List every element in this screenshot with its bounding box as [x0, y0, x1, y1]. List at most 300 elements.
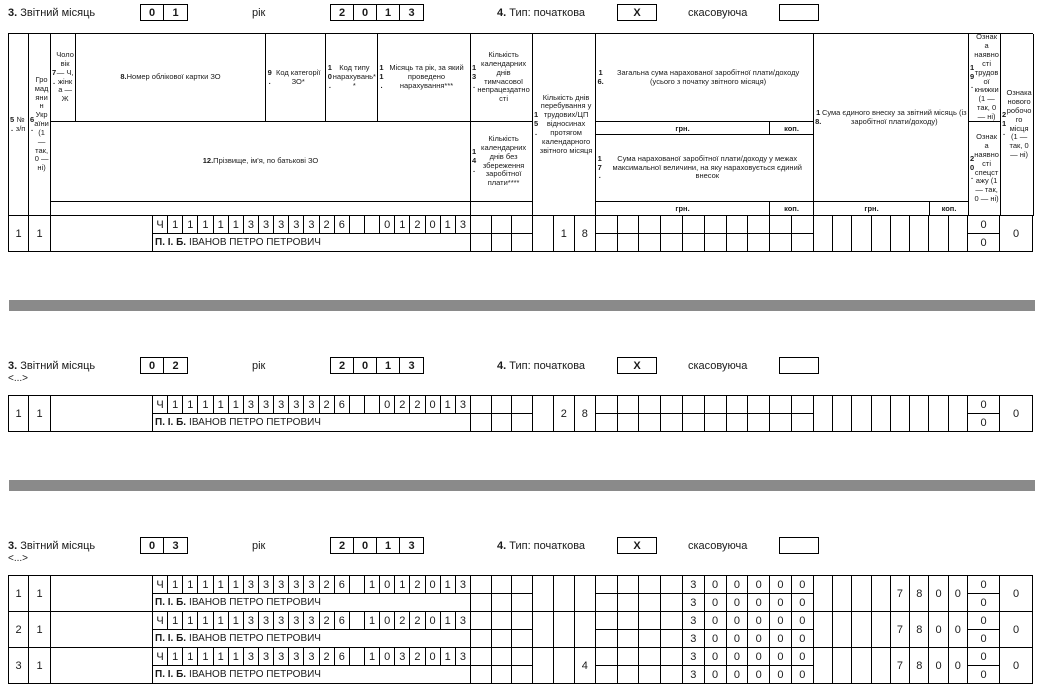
total-income-digit-cell — [792, 216, 814, 234]
table-row — [9, 216, 1033, 252]
contribution-digit-cell: 7 — [891, 648, 910, 684]
field-digit-cell — [350, 648, 365, 666]
year-digit-cell: 1 — [377, 358, 400, 373]
type-cancel-checkbox — [779, 357, 819, 374]
record-digit-strip — [153, 612, 471, 630]
unpaid-days-cell — [471, 414, 492, 432]
field-digit-cell: 3 — [259, 576, 274, 594]
col8-header: 8. Номер облікової картки ЗО — [76, 34, 266, 122]
field-digit-cell: 3 — [456, 612, 471, 630]
total-income-digit-cell: 0 — [770, 576, 792, 594]
total-income-digit-cell — [639, 576, 661, 594]
new-workplace-flag-cell: 0 — [1000, 612, 1033, 648]
capped-income-digit-cell — [748, 414, 770, 432]
labor-book-flag-cell: 0 — [968, 576, 1000, 594]
section-table — [8, 575, 1033, 684]
capped-income-digit-cell — [596, 630, 618, 648]
employment-days-cell — [533, 648, 554, 684]
col16-header: 16. Загальна сума нарахованої заробітної плати/доходу (усього з початку звітного місяця) — [596, 34, 814, 122]
year-digit-cell: 0 — [354, 538, 377, 553]
field-digit-cell: 1 — [441, 216, 456, 234]
field-digit-cell: 3 — [259, 216, 274, 234]
contribution-digit-cell: 7 — [891, 612, 910, 648]
uah-label: грн. — [596, 122, 770, 135]
total-income-digit-cell — [618, 648, 640, 666]
field-digit-cell: 1 — [198, 216, 213, 234]
capped-income-digit-cell — [661, 234, 683, 252]
contribution-digit-cell — [852, 576, 871, 612]
kop-label: коп. — [770, 202, 814, 216]
field-digit-cell: 0 — [426, 648, 441, 666]
special-service-flag-cell: 0 — [968, 666, 1000, 684]
year-label: рік — [252, 7, 266, 19]
contribution-digit-cell: 0 — [949, 576, 968, 612]
field-digit-cell: 1 — [198, 396, 213, 414]
field-digit-cell: 3 — [259, 648, 274, 666]
capped-income-digit-cell — [596, 234, 618, 252]
field-digit-cell: 1 — [229, 648, 244, 666]
total-income-digit-cell — [727, 216, 749, 234]
field-digit-cell: 3 — [289, 612, 304, 630]
new-workplace-flag-cell: 0 — [1000, 648, 1033, 684]
field-digit-cell: 1 — [214, 216, 229, 234]
unpaid-days-cell — [492, 666, 513, 684]
total-income-digit-cell — [705, 396, 727, 414]
special-service-flag-cell: 0 — [968, 414, 1000, 432]
unpaid-days-cell — [512, 414, 533, 432]
new-workplace-flag-cell: 0 — [1000, 216, 1033, 252]
citizen-flag-cell: 1 — [29, 648, 51, 684]
sick-days-cell — [492, 612, 513, 630]
units-band — [814, 202, 969, 216]
capped-income-digit-cell — [661, 630, 683, 648]
capped-income-digit-cell: 0 — [792, 666, 814, 684]
field-digit-cell: 1 — [229, 576, 244, 594]
contribution-digit-cell — [814, 576, 833, 612]
total-income-digit-cell: 0 — [748, 576, 770, 594]
field-digit-cell — [350, 396, 365, 414]
total-income-digit-cell — [792, 396, 814, 414]
total-income-digit-cell — [618, 216, 640, 234]
field-digit-cell: 3 — [274, 648, 289, 666]
field-digit-cell: 2 — [320, 216, 335, 234]
contribution-digit-cell: 8 — [910, 612, 929, 648]
col5-header: 5. № з/п — [9, 34, 29, 216]
unpaid-days-cell — [512, 594, 533, 612]
employment-days-cell — [533, 612, 554, 648]
field-digit-cell: Ч — [153, 216, 168, 234]
cancel-type-label: скасовуюча — [688, 540, 748, 552]
contribution-digit-cell: 0 — [929, 612, 948, 648]
table-row — [9, 648, 1033, 684]
field-digit-cell: 1 — [183, 612, 198, 630]
total-income-digit-cell: 0 — [770, 648, 792, 666]
sick-days-cell — [492, 576, 513, 594]
citizen-flag-cell: 1 — [29, 216, 51, 252]
total-income-digit-cell — [727, 396, 749, 414]
field-digit-cell: 1 — [214, 612, 229, 630]
field-digit-cell: 2 — [395, 612, 410, 630]
citizen-flag-cell: 1 — [29, 612, 51, 648]
year-label: рік — [252, 360, 266, 372]
employment-days-cell — [575, 612, 596, 648]
total-income-digit-cell — [705, 216, 727, 234]
year-digit-cell: 3 — [408, 6, 415, 19]
field-digit-cell: 3 — [274, 612, 289, 630]
contribution-digit-cell — [852, 396, 871, 432]
sick-days-cell — [471, 648, 492, 666]
year-digit-cell: 2 — [331, 358, 354, 373]
field-digit-cell — [365, 216, 380, 234]
col21-header: 21. Ознака нового робочого місця (1 — так, 0 — ні) — [1001, 34, 1034, 216]
field-digit-cell: 3 — [244, 612, 259, 630]
contribution-digit-cell — [872, 396, 891, 432]
truncation-mark: <...> — [8, 553, 29, 564]
field-digit-cell: 3 — [289, 576, 304, 594]
field-digit-cell: 2 — [410, 612, 425, 630]
field-digit-cell: 3 — [289, 396, 304, 414]
field-digit-cell: 1 — [365, 612, 380, 630]
capped-income-digit-cell: 0 — [770, 666, 792, 684]
col15-header: 15. Кількість днів перебування у трудових/ЦП відносинах протягом календарного звітного місяця — [533, 34, 596, 216]
field-digit-cell: 3 — [259, 612, 274, 630]
total-income-digit-cell — [596, 216, 618, 234]
field-digit-cell: Ч — [153, 576, 168, 594]
col14-header: 14. Кількість календарних днів без збереження заробітної плати**** — [471, 122, 533, 202]
capped-income-digit-cell — [727, 414, 749, 432]
citizen-flag-cell: 1 — [29, 396, 51, 432]
contribution-digit-cell — [949, 216, 968, 252]
year-box — [330, 4, 424, 21]
field-digit-cell: 2 — [320, 396, 335, 414]
contribution-digit-cell — [929, 396, 948, 432]
field-digit-cell: 2 — [395, 396, 410, 414]
col12-header: 12. Прізвище, ім'я, по батькові ЗО — [51, 122, 471, 202]
capped-income-digit-cell: 0 — [705, 666, 727, 684]
total-income-digit-cell — [748, 216, 770, 234]
fullname-cell — [153, 666, 471, 684]
field-digit-cell: 3 — [244, 648, 259, 666]
reporting-month-label: 3. Звітний місяць — [8, 360, 96, 372]
person-name: ІВАНОВ ПЕТРО ПЕТРОВИЧ — [189, 417, 321, 428]
total-income-digit-cell: 0 — [727, 576, 749, 594]
year-digit-cell: 2 — [331, 538, 354, 553]
contribution-digit-cell — [852, 216, 871, 252]
capped-income-digit-cell: 0 — [727, 666, 749, 684]
total-income-digit-cell — [596, 396, 618, 414]
field-digit-cell: 1 — [229, 216, 244, 234]
type-cancel-checkbox — [779, 537, 819, 554]
capped-income-digit-cell: 3 — [683, 666, 705, 684]
contribution-digit-cell — [833, 648, 852, 684]
year-digit-cell: 3 — [408, 359, 415, 372]
total-income-digit-cell — [770, 216, 792, 234]
section-title — [0, 537, 1042, 557]
field-digit-cell: 1 — [168, 576, 183, 594]
sick-days-cell — [492, 216, 513, 234]
contribution-digit-cell — [814, 648, 833, 684]
capped-income-digit-cell — [661, 594, 683, 612]
capped-income-digit-cell — [705, 234, 727, 252]
unpaid-days-cell — [471, 666, 492, 684]
field-digit-cell: 1 — [441, 648, 456, 666]
total-income-digit-cell — [661, 216, 683, 234]
unpaid-days-cell — [471, 630, 492, 648]
year-digit-cell: 0 — [354, 5, 377, 20]
section-title — [0, 4, 1042, 24]
field-digit-cell: 2 — [410, 216, 425, 234]
person-name: ІВАНОВ ПЕТРО ПЕТРОВИЧ — [189, 669, 321, 680]
month-digit-cell: 0 — [141, 358, 164, 373]
capped-income-digit-cell — [727, 234, 749, 252]
contribution-digit-cell: 8 — [910, 648, 929, 684]
contribution-digit-cell — [852, 612, 871, 648]
sick-days-cell — [471, 216, 492, 234]
unpaid-days-cell — [492, 594, 513, 612]
capped-income-digit-cell — [792, 234, 814, 252]
field-digit-cell: 1 — [168, 612, 183, 630]
month-digit-cell: 0 — [141, 5, 164, 20]
total-income-digit-cell — [596, 576, 618, 594]
capped-income-digit-cell: 3 — [683, 594, 705, 612]
total-income-digit-cell — [770, 396, 792, 414]
field-digit-cell: 3 — [456, 576, 471, 594]
table-row — [9, 396, 1033, 432]
field-digit-cell: 0 — [426, 396, 441, 414]
units-band — [596, 202, 814, 216]
labor-book-flag-cell: 0 — [968, 216, 1000, 234]
uah-label: грн. — [814, 202, 930, 216]
contribution-digit-cell — [891, 396, 910, 432]
year-digit-cell: 1 — [377, 5, 400, 20]
field-digit-cell: 1 — [214, 648, 229, 666]
section-table — [8, 33, 1033, 252]
record-digit-strip — [153, 576, 471, 594]
field-digit-cell: 0 — [380, 612, 395, 630]
field-digit-cell: 2 — [410, 396, 425, 414]
total-income-digit-cell: 0 — [748, 612, 770, 630]
col11-header: 11. Місяць та рік, за який проведено нарахування*** — [378, 34, 471, 122]
capped-income-digit-cell: 0 — [748, 666, 770, 684]
total-income-digit-cell: 0 — [727, 612, 749, 630]
field-digit-cell: 2 — [410, 576, 425, 594]
field-digit-cell: 1 — [168, 396, 183, 414]
fullname-cell — [153, 630, 471, 648]
year-box — [330, 537, 424, 554]
contribution-digit-cell — [833, 396, 852, 432]
contribution-digit-cell: 0 — [929, 576, 948, 612]
field-digit-cell: 3 — [304, 396, 319, 414]
capped-income-digit-cell: 0 — [705, 630, 727, 648]
contribution-digit-cell — [852, 648, 871, 684]
field-digit-cell: 1 — [168, 648, 183, 666]
field-digit-cell: 1 — [168, 216, 183, 234]
total-income-digit-cell — [596, 648, 618, 666]
col7-header: 7. Чоловік — Ч, жінка — Ж — [51, 34, 76, 122]
total-income-digit-cell — [639, 648, 661, 666]
total-income-digit-cell — [661, 576, 683, 594]
contribution-digit-cell: 8 — [910, 576, 929, 612]
capped-income-digit-cell — [618, 234, 640, 252]
contribution-digit-cell — [910, 396, 929, 432]
col9-header: 9. Код категорії ЗО* — [266, 34, 326, 122]
type-initial-checkbox: X — [617, 4, 657, 21]
capped-income-digit-cell: 0 — [792, 594, 814, 612]
contribution-digit-cell — [833, 216, 852, 252]
field-digit-cell — [365, 396, 380, 414]
contribution-digit-cell — [910, 216, 929, 252]
section-title — [0, 357, 1042, 377]
field-digit-cell: 6 — [335, 396, 350, 414]
fullname-cell — [153, 594, 471, 612]
cancel-type-label: скасовуюча — [688, 360, 748, 372]
field-digit-cell: 1 — [198, 648, 213, 666]
capped-income-digit-cell — [639, 666, 661, 684]
sick-days-cell — [492, 396, 513, 414]
sick-days-cell — [512, 612, 533, 630]
employment-days-cell: 1 — [554, 216, 575, 252]
total-income-digit-cell — [596, 612, 618, 630]
capped-income-digit-cell — [661, 414, 683, 432]
contribution-digit-cell — [833, 612, 852, 648]
citizen-flag-cell: 1 — [29, 576, 51, 612]
pib-label: П. І. Б. — [155, 417, 187, 428]
total-income-digit-cell: 0 — [792, 612, 814, 630]
capped-income-digit-cell: 0 — [770, 594, 792, 612]
field-digit-cell: 1 — [395, 576, 410, 594]
new-workplace-flag-cell: 0 — [1000, 576, 1033, 612]
total-income-digit-cell: 3 — [683, 648, 705, 666]
field-digit-cell: 3 — [244, 576, 259, 594]
capped-income-digit-cell: 0 — [792, 630, 814, 648]
sick-days-cell — [512, 396, 533, 414]
field-digit-cell: 0 — [380, 216, 395, 234]
new-workplace-flag-cell: 0 — [1000, 396, 1033, 432]
month-box — [140, 357, 188, 374]
total-income-digit-cell: 0 — [705, 612, 727, 630]
person-name: ІВАНОВ ПЕТРО ПЕТРОВИЧ — [189, 633, 321, 644]
empty-cell — [51, 648, 153, 684]
contribution-digit-cell — [814, 396, 833, 432]
type-cancel-checkbox — [779, 4, 819, 21]
field-digit-cell: 3 — [456, 216, 471, 234]
field-digit-cell: 3 — [274, 576, 289, 594]
employment-days-cell: 8 — [575, 396, 596, 432]
year-digit-cell: 1 — [377, 538, 400, 553]
sick-days-cell — [512, 216, 533, 234]
field-digit-cell: 1 — [183, 396, 198, 414]
field-digit-cell: 0 — [426, 576, 441, 594]
field-digit-cell: 0 — [426, 612, 441, 630]
record-digit-strip — [153, 648, 471, 666]
total-income-digit-cell — [661, 396, 683, 414]
year-digit-cell: 0 — [354, 358, 377, 373]
field-digit-cell: 1 — [365, 648, 380, 666]
empty-cell — [51, 576, 153, 612]
col6-header: 6. Громадянин України (1 — так, 0 — ні) — [29, 34, 51, 216]
row-number-cell: 1 — [9, 216, 29, 252]
capped-income-digit-cell — [618, 594, 640, 612]
pib-label: П. І. Б. — [155, 669, 187, 680]
total-income-digit-cell: 0 — [705, 648, 727, 666]
field-digit-cell: 1 — [441, 612, 456, 630]
record-digit-strip — [153, 396, 471, 414]
total-income-digit-cell — [683, 216, 705, 234]
section-separator — [9, 300, 1035, 311]
sick-days-cell — [471, 576, 492, 594]
report-type-label: 4. Тип: початкова — [497, 360, 586, 372]
capped-income-digit-cell — [618, 414, 640, 432]
row-number-cell: 1 — [9, 576, 29, 612]
sick-days-cell — [471, 612, 492, 630]
field-digit-cell: 3 — [274, 216, 289, 234]
field-digit-cell: 1 — [395, 216, 410, 234]
field-digit-cell: 1 — [214, 576, 229, 594]
total-income-digit-cell — [748, 396, 770, 414]
employment-days-cell — [533, 396, 554, 432]
field-digit-cell: Ч — [153, 648, 168, 666]
capped-income-digit-cell — [596, 414, 618, 432]
field-digit-cell: 3 — [456, 396, 471, 414]
unpaid-days-cell — [492, 234, 513, 252]
record-digit-strip — [153, 216, 471, 234]
field-digit-cell: 3 — [274, 396, 289, 414]
field-digit-cell: 3 — [395, 648, 410, 666]
capped-income-digit-cell — [770, 414, 792, 432]
unpaid-days-cell — [492, 414, 513, 432]
reporting-month-label: 3. Звітний місяць — [8, 7, 96, 19]
capped-income-digit-cell: 0 — [748, 594, 770, 612]
total-income-digit-cell — [618, 576, 640, 594]
employment-days-cell — [575, 576, 596, 612]
row-number-cell: 2 — [9, 612, 29, 648]
empty-cell — [51, 396, 153, 432]
field-digit-cell: 0 — [426, 216, 441, 234]
capped-income-digit-cell — [596, 594, 618, 612]
labor-book-flag-cell: 0 — [968, 648, 1000, 666]
field-digit-cell — [350, 216, 365, 234]
field-digit-cell: 6 — [335, 576, 350, 594]
fullname-cell — [153, 234, 471, 252]
capped-income-digit-cell — [618, 630, 640, 648]
field-digit-cell — [350, 576, 365, 594]
contribution-digit-cell: 7 — [891, 576, 910, 612]
total-income-digit-cell — [661, 612, 683, 630]
contribution-digit-cell: 0 — [949, 612, 968, 648]
uah-label: грн. — [596, 202, 770, 216]
contribution-digit-cell: 0 — [949, 648, 968, 684]
capped-income-digit-cell — [683, 414, 705, 432]
contribution-digit-cell — [814, 216, 833, 252]
total-income-digit-cell: 0 — [792, 576, 814, 594]
year-digit-cell: 3 — [408, 539, 415, 552]
reporting-month-label: 3. Звітний місяць — [8, 540, 96, 552]
pib-label: П. І. Б. — [155, 237, 187, 248]
section-separator — [9, 480, 1035, 491]
field-digit-cell: 2 — [320, 612, 335, 630]
cancel-type-label: скасовуюча — [688, 7, 748, 19]
capped-income-digit-cell — [683, 234, 705, 252]
contribution-digit-cell — [833, 576, 852, 612]
special-service-flag-cell: 0 — [968, 630, 1000, 648]
year-label: рік — [252, 540, 266, 552]
field-digit-cell: 2 — [320, 576, 335, 594]
month-box — [140, 537, 188, 554]
employment-days-cell — [554, 576, 575, 612]
contribution-digit-cell — [872, 612, 891, 648]
month-box — [140, 4, 188, 21]
col10-header: 10. Код типу нарахувань** — [326, 34, 378, 122]
